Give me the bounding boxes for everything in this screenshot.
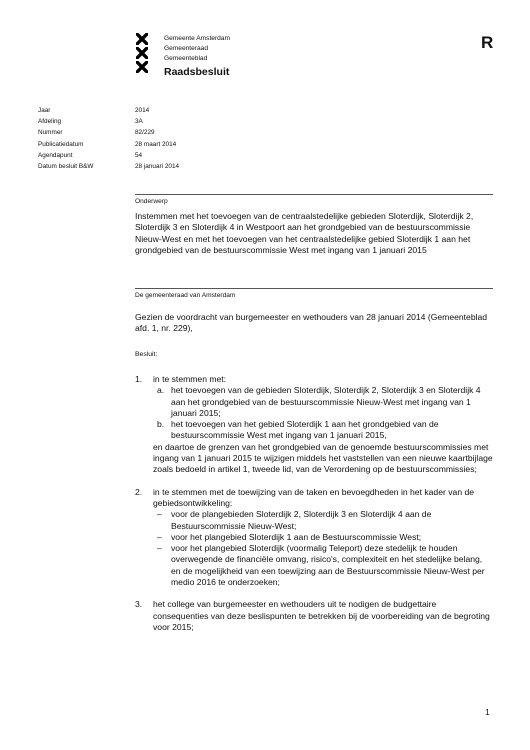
sub-item-text: het toevoegen van het gebied Sloterdijk 1 aan het grondgebied van de bestuurscommissie West met ingang van 1 januari 2015, (171, 419, 439, 441)
page-number: 1 (485, 707, 490, 717)
sub-item-marker: – (157, 531, 162, 542)
metadata-value: 28 maart 2014 (135, 140, 177, 148)
divider (135, 288, 493, 289)
metadata-value: 82/229 (135, 129, 155, 137)
metadata-value: 28 januari 2014 (135, 162, 180, 170)
andreas-cross-icon (136, 61, 148, 73)
org-line: Gemeenteraad (164, 45, 208, 52)
decision-after-text: en daartoe de grenzen van het grondgebied van de genoemde bestuurscommissies met ingang van 1 januari 2015 te wijzigen middels het vaststellen van een nieuwe kaartbijlage zoals bedoeld in artikel 1, tweede lid, van de Verordening op de bestuurscommissies; (153, 441, 493, 475)
andreas-cross-icon (136, 33, 148, 45)
metadata-label: Jaar (38, 107, 51, 114)
amsterdam-logo (136, 33, 150, 75)
metadata-value: 54 (135, 151, 143, 159)
decision-text: het college van burgemeester en wethouders uit te nodigen de budgettaire consequenties van deze beslispunten te betrekken bij de voorbereiding van de begroting voor 2015; (153, 599, 490, 632)
decision-number: 1. (135, 374, 143, 384)
decision-text: in te stemmen met: (153, 374, 227, 384)
decision-item (135, 487, 493, 589)
sub-item-text: voor de plangebieden Sloterdijk 2, Sloterdijk 3 en Sloterdijk 4 aan de Bestuurscommissie Nieuw-West; (171, 509, 432, 531)
sub-item-marker: – (157, 509, 162, 520)
sub-item-text: het toevoegen van de gebieden Sloterdijk, Sloterdijk 2, Sloterdijk 3 en Sloterdijk 4 aan het grondgebied van de bestuurscommissie Nieuw-West met ingang van 1 januari 2015; (171, 385, 481, 418)
corner-letter: R (481, 33, 494, 52)
council-intro: Gezien de voordracht van burgemeester en wethouders van 28 januari 2014 (Gemeenteblad afd. 1, nr. 229), (135, 312, 488, 334)
org-line: Gemeenteblad (164, 55, 208, 62)
metadata-label: Datum besluit B&W (38, 162, 94, 170)
document-title: Raadsbesluit (164, 66, 230, 78)
sub-item (153, 419, 493, 442)
sub-item-text: voor het plangebied Sloterdijk 1 aan de Bestuurscommissie West; (171, 531, 422, 542)
sub-item-text: voor het plangebied Sloterdijk (voormalig Teleport) deze stedelijk te houden overwegende de financiële omvang, risico's, complexiteit en het stedelijke belang, en de mogelijkheid van een toewijzing aan de Bestuurscommissie Nieuw-West per medio 2016 te onderzoeken; (171, 543, 485, 588)
metadata-label: Afdeling (38, 118, 62, 126)
organisation-lines (164, 34, 230, 64)
sub-item-marker: – (157, 543, 162, 554)
sub-item (153, 532, 493, 543)
metadata-value: 3A (135, 118, 143, 126)
council-label: De gemeenteraad van Amsterdam (135, 292, 236, 299)
sub-item (153, 385, 493, 419)
decision-item (135, 374, 493, 476)
decision-item (135, 599, 493, 633)
decision-text: in te stemmen met de toewijzing van de taken en bevoegdheden in het kader van de gebiedsontwikkeling: (153, 486, 475, 508)
decisions (135, 374, 493, 644)
decision-number: 3. (135, 599, 143, 610)
onderwerp-label: Onderwerp (135, 198, 168, 205)
metadata-label: Publicatiedatum (38, 140, 84, 148)
metadata-label: Nummer (38, 129, 63, 137)
metadata-value: 2014 (135, 107, 150, 114)
onderwerp-text: Instemmen met het toevoegen van de centraalstedelijke gebieden Sloterdijk, Sloterdijk 2, Sloterdijk 3 en Sloterdijk 4 in Westpoort aan het grondgebied van de bestuurscommissie Nieuw-West en met het toevoegen van het centraalstedelijke gebied Sloterdijk 1 aan het grondgebied van de bestuurscommissie West met ingang van 1 januari 2015 (135, 211, 474, 255)
sub-item (153, 543, 493, 588)
org-line: Gemeente Amsterdam (164, 35, 230, 42)
decision-number: 2. (135, 486, 143, 497)
metadata-label: Agendapunt (38, 151, 73, 159)
andreas-cross-icon (136, 47, 148, 59)
besluit-label: Besluit: (135, 351, 158, 358)
sub-item-marker: b. (157, 419, 165, 430)
divider (135, 194, 493, 195)
sub-item-marker: a. (157, 385, 165, 396)
sub-item (153, 509, 493, 532)
